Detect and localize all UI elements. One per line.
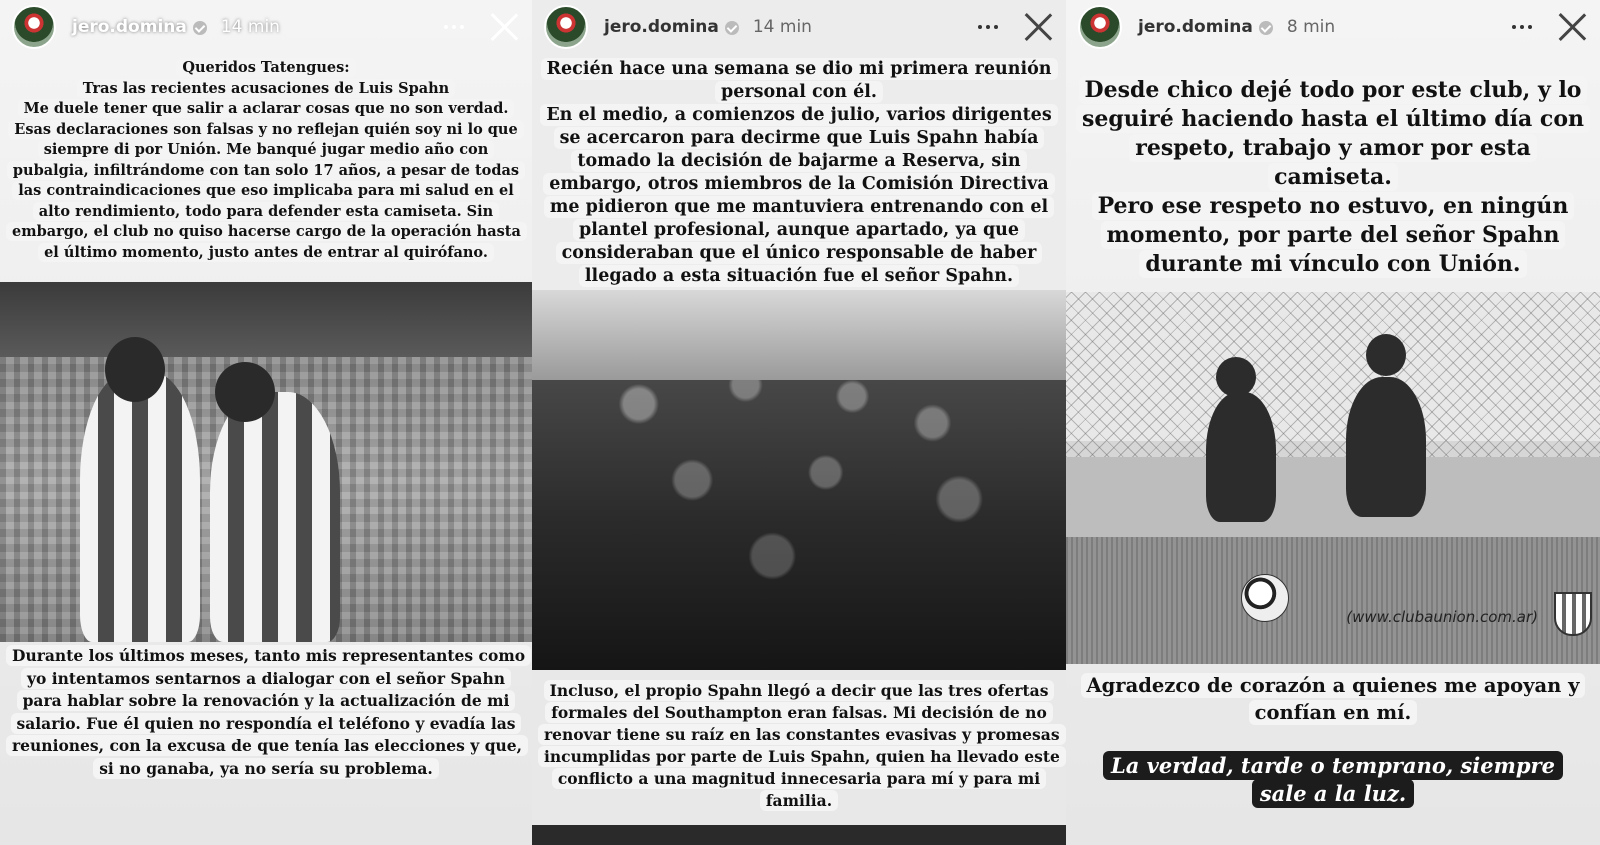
player-head [105,337,165,402]
text-line: Agradezco de corazón a quienes me apoyan y confían en mí. [1081,673,1586,725]
username[interactable]: jero.domina [1138,17,1253,37]
story-footer-bar [532,825,1066,845]
locker-room-wall [532,290,1066,380]
child-player-head [1216,357,1256,397]
field-wall [1066,457,1600,537]
photo-credit: (www.clubaunion.com.ar) [1346,608,1538,626]
more-options-icon[interactable] [978,25,998,29]
text-line: Durante los últimos meses, tanto mis representantes como yo intentamos sentarnos a dialogar con el señor Spahn para hablar sobre la renovación y la actualización de mi salario. Fue él quien no respondía el teléfono y evadía las reuniones, con la excusa de que tenía las elecciones y que, si no ganaba, ya no sería su problema. [6,645,531,779]
avatar[interactable] [12,5,56,49]
close-icon[interactable] [1024,12,1054,42]
avatar[interactable] [544,5,588,49]
story-header [0,0,532,54]
club-crest-icon [1554,592,1592,636]
text-line: Esas declaraciones son falsas y no reflejan quién soy ni lo que siempre di por Unión. Me banqué jugar medio año con pubalgia, infiltrándome con tan solo 17 años, a pesar de todas las contraindicaciones que eso implicaba para mi salud en el alto rendimiento, todo para defender esta camiseta. Sin embargo, el club no quiso hacerse cargo de la operación hasta el último momento, justo antes de entrar al quirófano. [6,120,527,262]
story-photo-celebration [0,282,532,642]
post-time: 8 min [1286,17,1336,37]
football [1241,574,1289,622]
text-line: Incluso, el propio Spahn llegó a decir que las tres ofertas formales del Southampton eran falsas. Mi decisión de no renovar tiene su raíz en las constantes evasivas y promesas incumplidas por parte de Luis Spahn, quien ha llevado este conflicto a una magnitud innecesaria para mí y para mi familia. [538,680,1066,811]
more-options-icon[interactable] [444,25,464,29]
text-line: La verdad, tarde o temprano, siempre sale a la luz. [1103,751,1563,808]
story-header [532,0,1066,54]
text-line: En el medio, a comienzos de julio, varios dirigentes se acercaron para decirme que Luis Spahn había tomado la decisión de bajarme a Reserva, sin embargo, otros miembros de la Comisión Directiva me pidieron que me mantuviera entrenando con el plantel profesional, aunque apartado, ya que consideraban que el único responsable de haber llegado a esta situación fue el señor Spahn. [540,104,1057,287]
child-player-head [1366,334,1406,376]
chain-link-fence [1066,292,1600,457]
close-icon[interactable] [490,12,520,42]
verified-badge-icon [193,21,207,35]
player-figure [210,392,340,642]
story-text-bottom [538,680,1060,812]
post-time: 14 min [220,17,280,37]
story-panel-1[interactable] [0,0,532,845]
text-line: Recién hace una semana se dio mi primera reunión personal con él. [541,58,1058,103]
player-head [215,362,275,422]
post-time: 14 min [752,17,812,37]
story-header [1066,0,1600,54]
text-line: Queridos Tatengues: [176,58,355,77]
text-line: Pero ese respeto no estuvo, en ningún momento, por parte del señor Spahn durante mi vínculo con Unión. [1092,192,1575,278]
story-text-bottom [6,645,526,780]
grass-field [1066,537,1600,664]
story-text-top [538,58,1060,288]
more-options-icon[interactable] [1512,25,1532,29]
close-icon[interactable] [1558,12,1588,42]
username[interactable]: jero.domina [72,17,187,37]
story-photo-team-locker-room [532,290,1066,670]
story-panel-3[interactable] [1066,0,1600,845]
text-line: Me duele tener que salir a aclarar cosas que no son verdad. [18,99,515,118]
story-text-final [1082,752,1584,808]
story-photo-childhood-football [1066,292,1600,664]
verified-badge-icon [1259,21,1273,35]
stadium-stand [0,282,532,357]
story-panel-2[interactable] [532,0,1066,845]
player-figure [80,372,200,642]
username[interactable]: jero.domina [604,17,719,37]
story-text-top [1072,76,1594,279]
verified-badge-icon [725,21,739,35]
story-text-top [6,58,526,263]
avatar[interactable] [1078,5,1122,49]
child-player-figure [1206,392,1276,522]
story-text-bottom [1072,672,1594,726]
text-line: Tras las recientes acusaciones de Luis Spahn [77,79,455,98]
text-line: Desde chico dejé todo por este club, y lo seguiré haciendo hasta el último día con respeto, trabajo y amor por esta camiseta. [1076,76,1590,191]
child-player-figure [1346,377,1426,517]
